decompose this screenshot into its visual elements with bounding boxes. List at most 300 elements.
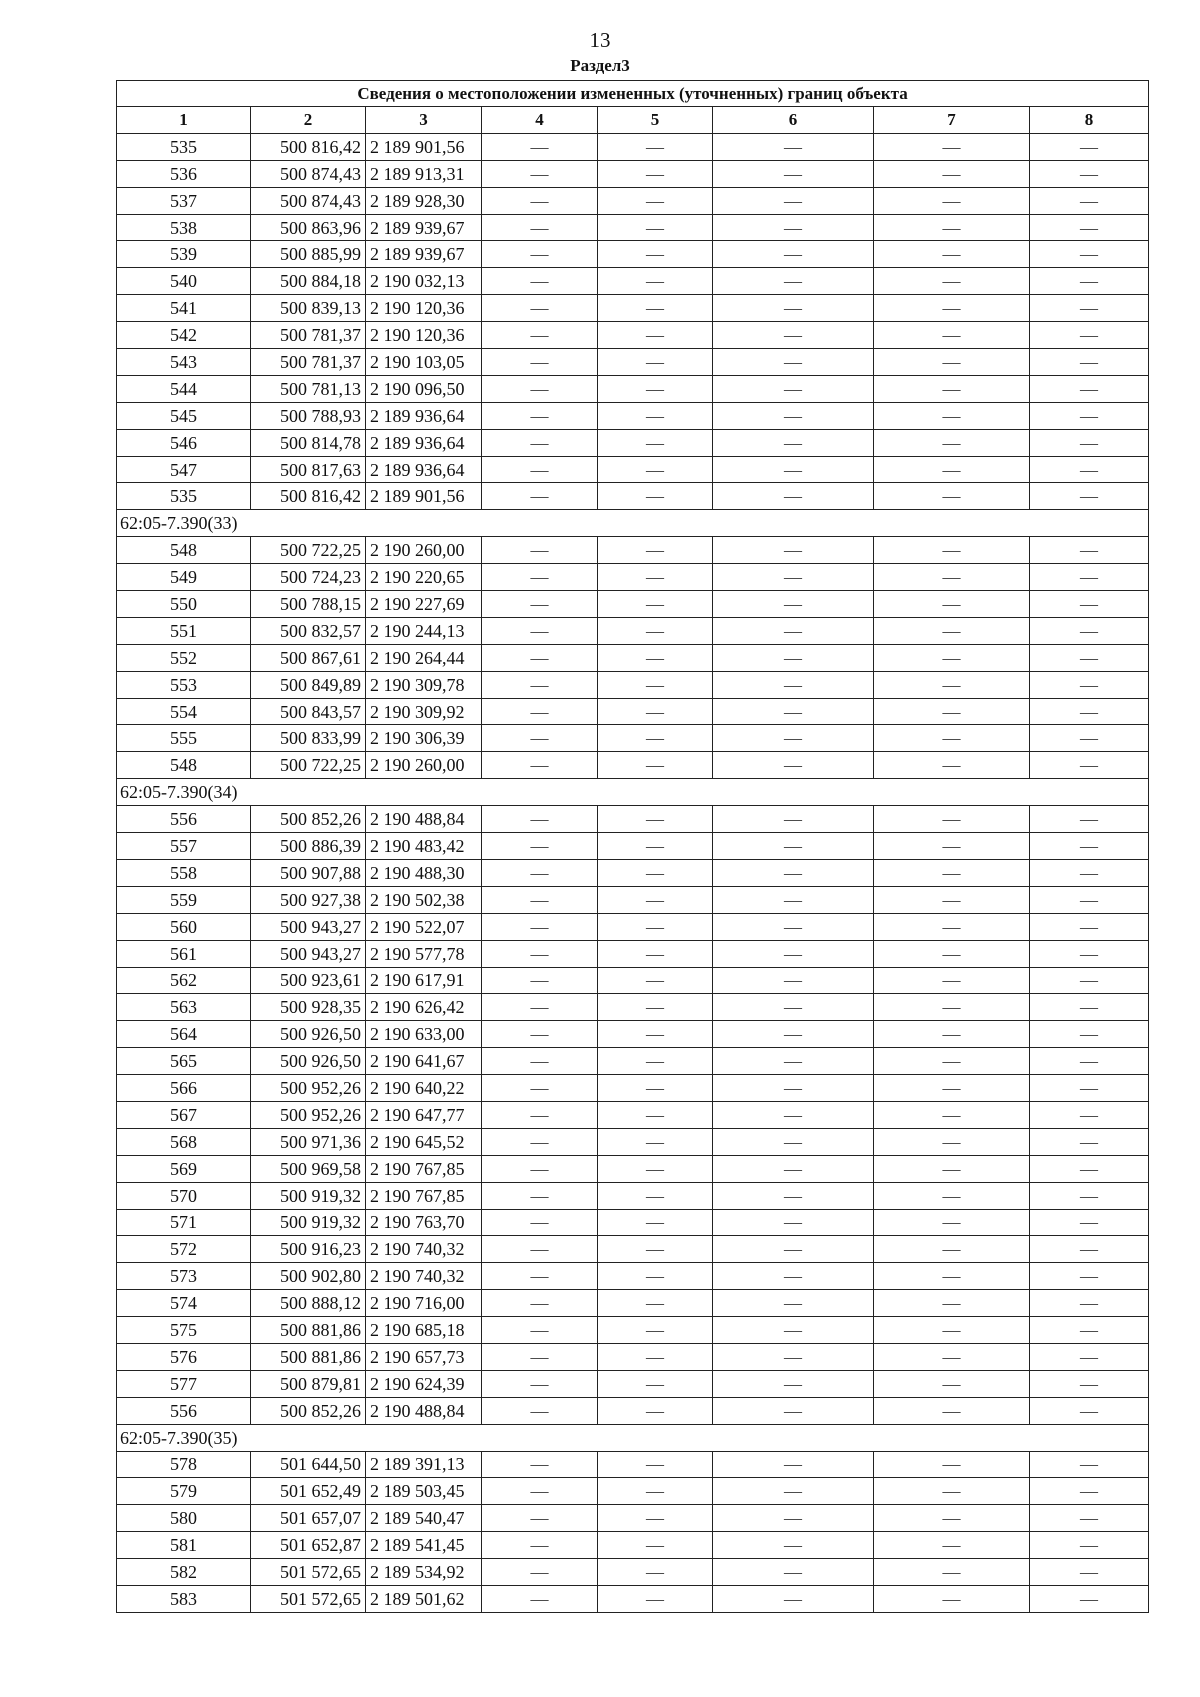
empty-value-cell: — xyxy=(713,1532,874,1559)
empty-value-cell: — xyxy=(874,429,1030,456)
empty-value-cell: — xyxy=(598,698,713,725)
empty-value-cell: — xyxy=(1030,1343,1149,1370)
empty-value-cell: — xyxy=(482,375,598,402)
empty-value-cell: — xyxy=(482,671,598,698)
point-number-cell: 582 xyxy=(117,1559,251,1586)
coordinate-x-cell: 500 849,89 xyxy=(251,671,366,698)
empty-value-cell: — xyxy=(482,617,598,644)
empty-value-cell: — xyxy=(713,1236,874,1263)
empty-value-cell: — xyxy=(482,1209,598,1236)
coordinate-x-cell: 500 885,99 xyxy=(251,241,366,268)
coordinate-y-cell: 2 190 767,85 xyxy=(366,1155,482,1182)
empty-value-cell: — xyxy=(713,1048,874,1075)
empty-value-cell: — xyxy=(482,913,598,940)
table-row xyxy=(117,1209,1149,1236)
coordinate-y-cell: 2 190 032,13 xyxy=(366,268,482,295)
empty-value-cell: — xyxy=(713,1021,874,1048)
empty-value-cell: — xyxy=(874,483,1030,510)
coordinate-x-cell: 500 881,86 xyxy=(251,1317,366,1344)
coordinate-y-cell: 2 190 640,22 xyxy=(366,1075,482,1102)
point-number-cell: 556 xyxy=(117,806,251,833)
empty-value-cell: — xyxy=(1030,1048,1149,1075)
empty-value-cell: — xyxy=(874,1505,1030,1532)
coordinate-x-cell: 500 971,36 xyxy=(251,1128,366,1155)
table-row xyxy=(117,725,1149,752)
table-caption: Сведения о местоположении измененных (уточненных) границ объекта xyxy=(117,81,1149,107)
group-row xyxy=(117,779,1149,806)
table-row xyxy=(117,537,1149,564)
empty-value-cell: — xyxy=(1030,1263,1149,1290)
empty-value-cell: — xyxy=(1030,591,1149,618)
table-row xyxy=(117,1585,1149,1612)
coordinate-x-cell: 500 788,93 xyxy=(251,402,366,429)
table-row xyxy=(117,859,1149,886)
group-row xyxy=(117,510,1149,537)
empty-value-cell: — xyxy=(482,160,598,187)
empty-value-cell: — xyxy=(1030,268,1149,295)
coordinate-x-cell: 500 722,25 xyxy=(251,537,366,564)
point-number-cell: 579 xyxy=(117,1478,251,1505)
coordinate-x-cell: 500 781,37 xyxy=(251,322,366,349)
coordinate-x-cell: 500 919,32 xyxy=(251,1182,366,1209)
coordinate-x-cell: 500 943,27 xyxy=(251,940,366,967)
empty-value-cell: — xyxy=(713,859,874,886)
empty-value-cell: — xyxy=(874,241,1030,268)
empty-value-cell: — xyxy=(1030,537,1149,564)
empty-value-cell: — xyxy=(874,940,1030,967)
empty-value-cell: — xyxy=(598,483,713,510)
coordinate-y-cell: 2 190 624,39 xyxy=(366,1370,482,1397)
empty-value-cell: — xyxy=(874,671,1030,698)
empty-value-cell: — xyxy=(713,671,874,698)
empty-value-cell: — xyxy=(713,886,874,913)
empty-value-cell: — xyxy=(482,1236,598,1263)
table-row xyxy=(117,241,1149,268)
point-number-cell: 556 xyxy=(117,1397,251,1424)
empty-value-cell: — xyxy=(482,752,598,779)
point-number-cell: 575 xyxy=(117,1317,251,1344)
coordinate-x-cell: 501 572,65 xyxy=(251,1585,366,1612)
empty-value-cell: — xyxy=(874,967,1030,994)
empty-value-cell: — xyxy=(713,214,874,241)
empty-value-cell: — xyxy=(1030,1317,1149,1344)
empty-value-cell: — xyxy=(1030,698,1149,725)
empty-value-cell: — xyxy=(1030,940,1149,967)
empty-value-cell: — xyxy=(482,1290,598,1317)
coordinate-x-cell: 500 886,39 xyxy=(251,833,366,860)
table-row xyxy=(117,322,1149,349)
table-row xyxy=(117,1128,1149,1155)
empty-value-cell: — xyxy=(874,160,1030,187)
empty-value-cell: — xyxy=(482,806,598,833)
empty-value-cell: — xyxy=(874,752,1030,779)
coordinate-x-cell: 500 879,81 xyxy=(251,1370,366,1397)
table-row xyxy=(117,806,1149,833)
empty-value-cell: — xyxy=(482,1021,598,1048)
empty-value-cell: — xyxy=(482,1397,598,1424)
coordinate-x-cell: 501 572,65 xyxy=(251,1559,366,1586)
empty-value-cell: — xyxy=(598,133,713,160)
coordinate-y-cell: 2 190 260,00 xyxy=(366,537,482,564)
empty-value-cell: — xyxy=(482,886,598,913)
coordinate-y-cell: 2 190 645,52 xyxy=(366,1128,482,1155)
table-row xyxy=(117,617,1149,644)
point-number-cell: 572 xyxy=(117,1236,251,1263)
empty-value-cell: — xyxy=(874,402,1030,429)
point-number-cell: 553 xyxy=(117,671,251,698)
empty-value-cell: — xyxy=(713,1343,874,1370)
table-row xyxy=(117,268,1149,295)
empty-value-cell: — xyxy=(1030,456,1149,483)
empty-value-cell: — xyxy=(598,1505,713,1532)
empty-value-cell: — xyxy=(598,1451,713,1478)
coordinate-y-cell: 2 190 763,70 xyxy=(366,1209,482,1236)
coordinate-y-cell: 2 189 540,47 xyxy=(366,1505,482,1532)
empty-value-cell: — xyxy=(1030,967,1149,994)
table-row xyxy=(117,429,1149,456)
empty-value-cell: — xyxy=(482,1048,598,1075)
coordinate-y-cell: 2 189 913,31 xyxy=(366,160,482,187)
table-row xyxy=(117,1559,1149,1586)
table-row xyxy=(117,1048,1149,1075)
empty-value-cell: — xyxy=(598,1101,713,1128)
empty-value-cell: — xyxy=(482,564,598,591)
empty-value-cell: — xyxy=(1030,349,1149,376)
empty-value-cell: — xyxy=(713,322,874,349)
empty-value-cell: — xyxy=(713,375,874,402)
empty-value-cell: — xyxy=(874,886,1030,913)
empty-value-cell: — xyxy=(713,1263,874,1290)
empty-value-cell: — xyxy=(874,617,1030,644)
table-row xyxy=(117,483,1149,510)
column-header: 1 xyxy=(117,107,251,134)
point-number-cell: 558 xyxy=(117,859,251,886)
empty-value-cell: — xyxy=(598,859,713,886)
empty-value-cell: — xyxy=(598,1343,713,1370)
coordinate-y-cell: 2 189 501,62 xyxy=(366,1585,482,1612)
empty-value-cell: — xyxy=(482,1075,598,1102)
table-body xyxy=(117,133,1149,1612)
empty-value-cell: — xyxy=(482,1317,598,1344)
coordinate-y-cell: 2 190 577,78 xyxy=(366,940,482,967)
point-number-cell: 548 xyxy=(117,537,251,564)
empty-value-cell: — xyxy=(598,349,713,376)
table-row xyxy=(117,402,1149,429)
coordinate-x-cell: 500 781,13 xyxy=(251,375,366,402)
coordinate-y-cell: 2 190 244,13 xyxy=(366,617,482,644)
coordinate-y-cell: 2 190 120,36 xyxy=(366,295,482,322)
coordinate-y-cell: 2 190 767,85 xyxy=(366,1182,482,1209)
point-number-cell: 538 xyxy=(117,214,251,241)
empty-value-cell: — xyxy=(598,940,713,967)
coordinate-y-cell: 2 190 716,00 xyxy=(366,1290,482,1317)
table-row xyxy=(117,1370,1149,1397)
coordinate-x-cell: 500 884,18 xyxy=(251,268,366,295)
empty-value-cell: — xyxy=(1030,214,1149,241)
empty-value-cell: — xyxy=(874,591,1030,618)
column-header: 8 xyxy=(1030,107,1149,134)
empty-value-cell: — xyxy=(874,1451,1030,1478)
empty-value-cell: — xyxy=(874,1585,1030,1612)
coordinate-x-cell: 501 644,50 xyxy=(251,1451,366,1478)
coordinate-y-cell: 2 189 936,64 xyxy=(366,456,482,483)
empty-value-cell: — xyxy=(1030,859,1149,886)
column-header: 5 xyxy=(598,107,713,134)
coordinate-y-cell: 2 190 096,50 xyxy=(366,375,482,402)
empty-value-cell: — xyxy=(1030,1236,1149,1263)
empty-value-cell: — xyxy=(598,752,713,779)
coordinate-x-cell: 500 722,25 xyxy=(251,752,366,779)
empty-value-cell: — xyxy=(713,1290,874,1317)
point-number-cell: 569 xyxy=(117,1155,251,1182)
coordinate-y-cell: 2 190 260,00 xyxy=(366,752,482,779)
point-number-cell: 544 xyxy=(117,375,251,402)
column-header: 3 xyxy=(366,107,482,134)
page-number: 13 xyxy=(589,28,611,52)
table-row xyxy=(117,671,1149,698)
coordinate-y-cell: 2 190 488,84 xyxy=(366,1397,482,1424)
empty-value-cell: — xyxy=(874,1370,1030,1397)
point-number-cell: 551 xyxy=(117,617,251,644)
empty-value-cell: — xyxy=(1030,402,1149,429)
point-number-cell: 581 xyxy=(117,1532,251,1559)
empty-value-cell: — xyxy=(598,1263,713,1290)
coordinate-x-cell: 500 852,26 xyxy=(251,1397,366,1424)
empty-value-cell: — xyxy=(482,402,598,429)
empty-value-cell: — xyxy=(874,1263,1030,1290)
coordinate-y-cell: 2 190 633,00 xyxy=(366,1021,482,1048)
empty-value-cell: — xyxy=(713,644,874,671)
point-number-cell: 568 xyxy=(117,1128,251,1155)
column-header: 7 xyxy=(874,107,1030,134)
column-header: 4 xyxy=(482,107,598,134)
coordinate-x-cell: 500 927,38 xyxy=(251,886,366,913)
empty-value-cell: — xyxy=(713,1585,874,1612)
coordinate-y-cell: 2 190 641,67 xyxy=(366,1048,482,1075)
empty-value-cell: — xyxy=(482,537,598,564)
empty-value-cell: — xyxy=(598,1559,713,1586)
coordinate-x-cell: 500 952,26 xyxy=(251,1075,366,1102)
empty-value-cell: — xyxy=(1030,1209,1149,1236)
empty-value-cell: — xyxy=(1030,564,1149,591)
table-row xyxy=(117,160,1149,187)
coordinate-y-cell: 2 190 657,73 xyxy=(366,1343,482,1370)
empty-value-cell: — xyxy=(482,1263,598,1290)
coordinate-y-cell: 2 190 220,65 xyxy=(366,564,482,591)
empty-value-cell: — xyxy=(482,1505,598,1532)
empty-value-cell: — xyxy=(598,913,713,940)
point-number-cell: 536 xyxy=(117,160,251,187)
coordinate-y-cell: 2 189 936,64 xyxy=(366,402,482,429)
coordinate-y-cell: 2 189 503,45 xyxy=(366,1478,482,1505)
coordinate-x-cell: 500 817,63 xyxy=(251,456,366,483)
coordinate-y-cell: 2 190 309,78 xyxy=(366,671,482,698)
empty-value-cell: — xyxy=(713,591,874,618)
coordinate-y-cell: 2 189 936,64 xyxy=(366,429,482,456)
table-row xyxy=(117,913,1149,940)
table-row xyxy=(117,456,1149,483)
coordinate-x-cell: 500 943,27 xyxy=(251,913,366,940)
coordinate-x-cell: 500 781,37 xyxy=(251,349,366,376)
table-row xyxy=(117,698,1149,725)
empty-value-cell: — xyxy=(874,268,1030,295)
coordinate-y-cell: 2 189 901,56 xyxy=(366,133,482,160)
empty-value-cell: — xyxy=(1030,483,1149,510)
point-number-cell: 540 xyxy=(117,268,251,295)
empty-value-cell: — xyxy=(713,994,874,1021)
empty-value-cell: — xyxy=(713,349,874,376)
empty-value-cell: — xyxy=(1030,806,1149,833)
empty-value-cell: — xyxy=(598,1370,713,1397)
empty-value-cell: — xyxy=(713,1397,874,1424)
empty-value-cell: — xyxy=(874,698,1030,725)
empty-value-cell: — xyxy=(713,725,874,752)
coordinate-x-cell: 500 969,58 xyxy=(251,1155,366,1182)
empty-value-cell: — xyxy=(1030,1128,1149,1155)
table-row xyxy=(117,1451,1149,1478)
empty-value-cell: — xyxy=(1030,1370,1149,1397)
coordinate-x-cell: 500 863,96 xyxy=(251,214,366,241)
empty-value-cell: — xyxy=(874,133,1030,160)
empty-value-cell: — xyxy=(598,241,713,268)
group-label: 62:05-7.390(35) xyxy=(117,1424,1149,1451)
point-number-cell: 545 xyxy=(117,402,251,429)
table-row xyxy=(117,1155,1149,1182)
table-row xyxy=(117,1343,1149,1370)
coordinate-y-cell: 2 190 264,44 xyxy=(366,644,482,671)
empty-value-cell: — xyxy=(1030,1075,1149,1102)
empty-value-cell: — xyxy=(1030,1290,1149,1317)
empty-value-cell: — xyxy=(482,994,598,1021)
empty-value-cell: — xyxy=(713,241,874,268)
empty-value-cell: — xyxy=(482,241,598,268)
point-number-cell: 570 xyxy=(117,1182,251,1209)
empty-value-cell: — xyxy=(713,698,874,725)
empty-value-cell: — xyxy=(482,1128,598,1155)
table-row xyxy=(117,133,1149,160)
empty-value-cell: — xyxy=(1030,1585,1149,1612)
empty-value-cell: — xyxy=(874,1478,1030,1505)
empty-value-cell: — xyxy=(1030,913,1149,940)
empty-value-cell: — xyxy=(482,429,598,456)
coordinates-table xyxy=(116,80,1149,1613)
empty-value-cell: — xyxy=(874,833,1030,860)
empty-value-cell: — xyxy=(874,1317,1030,1344)
group-row xyxy=(117,1424,1149,1451)
empty-value-cell: — xyxy=(713,1317,874,1344)
empty-value-cell: — xyxy=(598,1317,713,1344)
empty-value-cell: — xyxy=(713,268,874,295)
coordinate-x-cell: 500 907,88 xyxy=(251,859,366,886)
empty-value-cell: — xyxy=(1030,1101,1149,1128)
empty-value-cell: — xyxy=(598,1397,713,1424)
empty-value-cell: — xyxy=(713,1182,874,1209)
coordinate-x-cell: 500 874,43 xyxy=(251,187,366,214)
empty-value-cell: — xyxy=(598,725,713,752)
empty-value-cell: — xyxy=(874,1343,1030,1370)
empty-value-cell: — xyxy=(713,833,874,860)
point-number-cell: 557 xyxy=(117,833,251,860)
coordinate-x-cell: 500 916,23 xyxy=(251,1236,366,1263)
group-label: 62:05-7.390(34) xyxy=(117,779,1149,806)
column-header: 6 xyxy=(713,107,874,134)
empty-value-cell: — xyxy=(598,1290,713,1317)
empty-value-cell: — xyxy=(482,214,598,241)
point-number-cell: 555 xyxy=(117,725,251,752)
empty-value-cell: — xyxy=(874,1182,1030,1209)
coordinate-x-cell: 501 657,07 xyxy=(251,1505,366,1532)
coordinate-x-cell: 500 832,57 xyxy=(251,617,366,644)
empty-value-cell: — xyxy=(598,967,713,994)
empty-value-cell: — xyxy=(713,1209,874,1236)
coordinate-y-cell: 2 190 502,38 xyxy=(366,886,482,913)
empty-value-cell: — xyxy=(713,1478,874,1505)
table-row xyxy=(117,1236,1149,1263)
empty-value-cell: — xyxy=(482,1585,598,1612)
coordinate-y-cell: 2 190 647,77 xyxy=(366,1101,482,1128)
table-row xyxy=(117,886,1149,913)
empty-value-cell: — xyxy=(1030,644,1149,671)
empty-value-cell: — xyxy=(482,967,598,994)
point-number-cell: 578 xyxy=(117,1451,251,1478)
empty-value-cell: — xyxy=(1030,752,1149,779)
empty-value-cell: — xyxy=(598,806,713,833)
empty-value-cell: — xyxy=(713,133,874,160)
empty-value-cell: — xyxy=(598,214,713,241)
point-number-cell: 576 xyxy=(117,1343,251,1370)
empty-value-cell: — xyxy=(482,268,598,295)
point-number-cell: 566 xyxy=(117,1075,251,1102)
point-number-cell: 583 xyxy=(117,1585,251,1612)
point-number-cell: 542 xyxy=(117,322,251,349)
column-header: 2 xyxy=(251,107,366,134)
empty-value-cell: — xyxy=(1030,833,1149,860)
empty-value-cell: — xyxy=(598,564,713,591)
empty-value-cell: — xyxy=(874,1290,1030,1317)
empty-value-cell: — xyxy=(598,402,713,429)
coordinate-y-cell: 2 190 685,18 xyxy=(366,1317,482,1344)
coordinate-x-cell: 500 902,80 xyxy=(251,1263,366,1290)
empty-value-cell: — xyxy=(1030,160,1149,187)
table-row xyxy=(117,644,1149,671)
empty-value-cell: — xyxy=(482,698,598,725)
empty-value-cell: — xyxy=(874,859,1030,886)
empty-value-cell: — xyxy=(482,1478,598,1505)
empty-value-cell: — xyxy=(874,1397,1030,1424)
coordinate-x-cell: 500 926,50 xyxy=(251,1048,366,1075)
empty-value-cell: — xyxy=(1030,617,1149,644)
coordinate-x-cell: 500 874,43 xyxy=(251,160,366,187)
empty-value-cell: — xyxy=(482,1532,598,1559)
empty-value-cell: — xyxy=(874,1021,1030,1048)
coordinate-x-cell: 500 852,26 xyxy=(251,806,366,833)
empty-value-cell: — xyxy=(482,1559,598,1586)
empty-value-cell: — xyxy=(713,806,874,833)
coordinate-x-cell: 500 843,57 xyxy=(251,698,366,725)
empty-value-cell: — xyxy=(1030,429,1149,456)
coordinate-x-cell: 500 788,15 xyxy=(251,591,366,618)
table-row xyxy=(117,187,1149,214)
coordinate-y-cell: 2 190 120,36 xyxy=(366,322,482,349)
point-number-cell: 571 xyxy=(117,1209,251,1236)
empty-value-cell: — xyxy=(874,349,1030,376)
empty-value-cell: — xyxy=(713,456,874,483)
empty-value-cell: — xyxy=(598,644,713,671)
empty-value-cell: — xyxy=(598,1182,713,1209)
table-row xyxy=(117,1263,1149,1290)
empty-value-cell: — xyxy=(598,187,713,214)
point-number-cell: 564 xyxy=(117,1021,251,1048)
